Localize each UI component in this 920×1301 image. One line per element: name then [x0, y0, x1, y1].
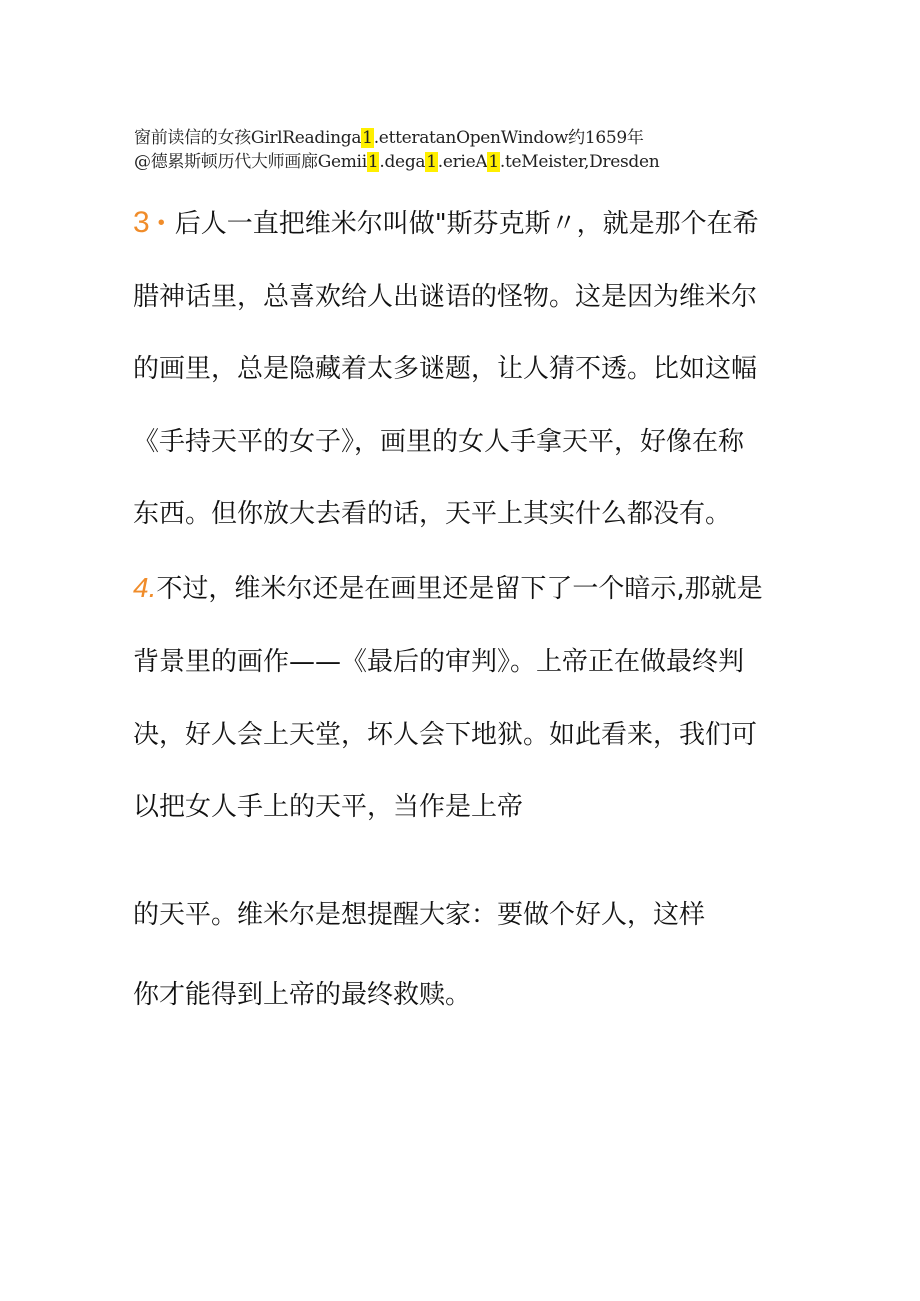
paragraph-line [133, 789, 523, 825]
paragraph-line [133, 205, 759, 242]
paragraph-line [133, 570, 763, 607]
paragraph-text: 的天平。维米尔是想提醒大家：要做个好人，这样 [133, 900, 706, 930]
caption-text: @德累斯顿历代大师画廊Gemii [134, 152, 367, 172]
paragraph-text: 东西。但你放大去看的话，天平上其实什么都没有。 [133, 499, 732, 529]
paragraph-text: 你才能得到上帝的最终救赎。 [133, 980, 472, 1010]
caption-text: .erieA [437, 152, 488, 172]
caption-line-1 [134, 126, 644, 150]
paragraph-text: 以把女人手上的天平，当作是上帝 [133, 792, 524, 822]
highlighted-char: 1 [362, 128, 373, 148]
paragraph-line [133, 977, 471, 1013]
paragraph-number: 4. [133, 572, 157, 603]
caption-text: .dega [379, 152, 426, 172]
paragraph-line [133, 897, 705, 933]
paragraph-line [133, 496, 731, 532]
caption-text: 窗前读信的女孩GirlReadinga [134, 128, 362, 148]
bullet-icon: • [157, 212, 165, 234]
paragraph-text: 不过，维米尔还是在画里还是留下了一个暗示,那就是 [156, 574, 763, 604]
paragraph-line [133, 424, 744, 460]
paragraph-text: 的画里，总是隐藏着太多谜题，让人猜不透。比如这幅 [133, 354, 758, 384]
paragraph-line [133, 351, 757, 387]
paragraph-text: 后人一直把维米尔叫做"斯芬克斯〃，就是那个在希 [174, 209, 759, 239]
paragraph-line [133, 279, 757, 315]
highlighted-char: 1 [488, 152, 499, 172]
highlighted-char: 1 [367, 152, 379, 172]
paragraph-text: 背景里的画作——《最后的审判》。上帝正在做最终判 [133, 647, 745, 677]
paragraph-line [133, 717, 757, 753]
caption-text: .etteratanOpenWindow约1659年 [373, 128, 644, 148]
highlighted-char: 1 [426, 152, 437, 172]
caption-text: .teMeister,Dresden [499, 152, 660, 172]
paragraph-text: 决，好人会上天堂，坏人会下地狱。如此看来，我们可 [133, 720, 758, 750]
paragraph-number: 3 [133, 206, 150, 239]
paragraph-text: 腊神话里，总喜欢给人出谜语的怪物。这是因为维米尔 [133, 282, 758, 312]
caption-line-2 [134, 150, 659, 174]
paragraph-text: 《手持天平的女子》，画里的女人手拿天平，好像在称 [133, 427, 745, 457]
paragraph-line [133, 644, 744, 680]
